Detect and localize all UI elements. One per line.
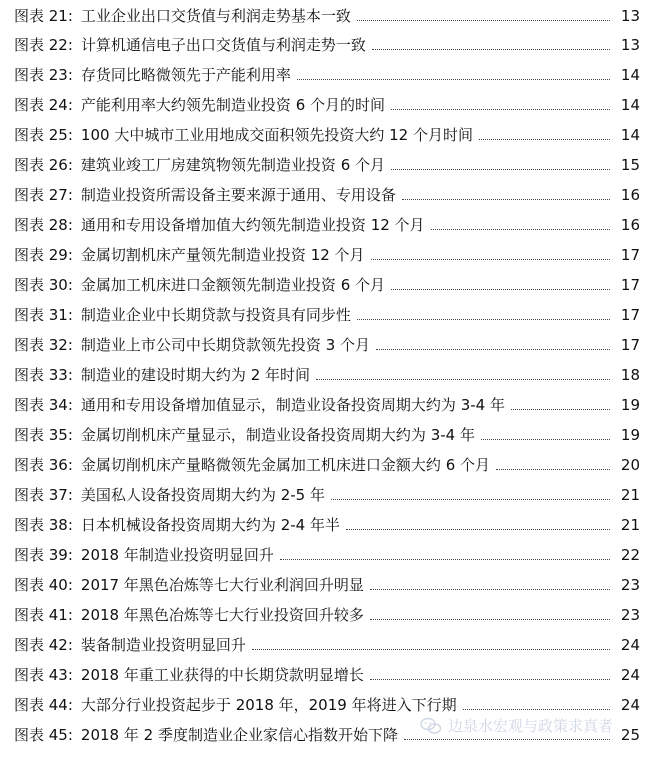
- figure-title: 产能利用率大约领先制造业投资 6 个月的时间: [80, 96, 386, 114]
- figure-title: 制造业投资所需设备主要来源于通用、专用设备: [80, 186, 396, 204]
- figure-title: 美国私人设备投资周期大约为 2-5 年: [80, 486, 325, 504]
- figure-title: 2017 年黑色冶炼等七大行业利润回升明显: [80, 576, 364, 594]
- dot-leader: [511, 408, 610, 410]
- toc-entry[interactable]: [0, 209, 648, 234]
- figure-title: 存货同比略微领先于产能利用率: [80, 66, 291, 84]
- toc-entry[interactable]: [0, 539, 648, 564]
- dot-leader: [463, 708, 610, 710]
- dot-leader: [479, 138, 610, 140]
- page-number: 22: [620, 546, 640, 564]
- toc-entry[interactable]: [0, 119, 648, 144]
- figure-title: 制造业企业中长期贷款与投资具有同步性: [80, 306, 351, 324]
- dot-leader: [372, 48, 610, 50]
- page-number: 17: [620, 276, 640, 294]
- toc-entry[interactable]: [0, 389, 648, 414]
- figure-title: 2018 年制造业投资明显回升: [80, 546, 274, 564]
- page-number: 21: [620, 516, 640, 534]
- figure-title: 金属切削机床产量略微领先金属加工机床进口金额大约 6 个月: [80, 456, 491, 474]
- figure-number: 图表 38:: [14, 516, 73, 534]
- toc-entry[interactable]: [0, 329, 648, 354]
- figure-number: 图表 39:: [14, 546, 73, 564]
- dot-leader: [370, 678, 610, 680]
- figure-number: 图表 27:: [14, 186, 73, 204]
- page-number: 14: [620, 126, 640, 144]
- dot-leader: [391, 288, 610, 290]
- figure-number: 图表 30:: [14, 276, 73, 294]
- dot-leader: [376, 348, 610, 350]
- toc-entry[interactable]: [0, 269, 648, 294]
- figure-title: 通用和专用设备增加值大约领先制造业投资 12 个月: [80, 216, 425, 234]
- page-number: 17: [620, 306, 640, 324]
- figure-number: 图表 43:: [14, 666, 73, 684]
- figure-number: 图表 37:: [14, 486, 73, 504]
- toc-entry[interactable]: [0, 719, 648, 744]
- dot-leader: [371, 258, 610, 260]
- dot-leader: [404, 738, 610, 740]
- page-number: 16: [620, 216, 640, 234]
- dot-leader: [331, 498, 610, 500]
- page-number: 17: [620, 336, 640, 354]
- figure-number: 图表 45:: [14, 726, 73, 744]
- figure-number: 图表 28:: [14, 216, 73, 234]
- page-number: 19: [620, 396, 640, 414]
- page-number: 18: [620, 366, 640, 384]
- page-number: 23: [620, 606, 640, 624]
- dot-leader: [370, 618, 610, 620]
- toc-entry[interactable]: [0, 359, 648, 384]
- figure-number: 图表 41:: [14, 606, 73, 624]
- toc-entry[interactable]: [0, 89, 648, 114]
- page-number: 13: [620, 7, 640, 25]
- dot-leader: [391, 108, 610, 110]
- figure-title: 2018 年 2 季度制造业企业家信心指数开始下降: [80, 726, 398, 744]
- figure-number: 图表 44:: [14, 696, 73, 714]
- figure-title: 2018 年黑色冶炼等七大行业投资回升较多: [80, 606, 364, 624]
- figure-number: 图表 24:: [14, 96, 73, 114]
- figure-title: 工业企业出口交货值与利润走势基本一致: [80, 7, 351, 25]
- page-number: 16: [620, 186, 640, 204]
- dot-leader: [481, 438, 610, 440]
- dot-leader: [370, 588, 610, 590]
- figure-title: 100 大中城市工业用地成交面积领先投资大约 12 个月时间: [80, 126, 473, 144]
- toc-entry[interactable]: [0, 419, 648, 444]
- page-number: 14: [620, 66, 640, 84]
- figure-number: 图表 23:: [14, 66, 73, 84]
- toc-entry[interactable]: [0, 449, 648, 474]
- dot-leader: [496, 468, 610, 470]
- figure-title: 计算机通信电子出口交货值与利润走势一致: [80, 36, 366, 54]
- figure-title: 建筑业竣工厂房建筑物领先制造业投资 6 个月: [80, 156, 386, 174]
- figure-number: 图表 22:: [14, 36, 73, 54]
- page-number: 24: [620, 666, 640, 684]
- dot-leader: [431, 228, 610, 230]
- toc-entry[interactable]: [0, 659, 648, 684]
- figure-title: 金属切削机床产量显示，制造业设备投资周期大约为 3-4 年: [80, 426, 475, 444]
- page-number: 17: [620, 246, 640, 264]
- toc-entry[interactable]: [0, 689, 648, 714]
- toc-entry[interactable]: [0, 629, 648, 654]
- toc-entry[interactable]: [0, 179, 648, 204]
- figure-number: 图表 26:: [14, 156, 73, 174]
- dot-leader: [357, 318, 610, 320]
- toc-entry[interactable]: [0, 509, 648, 534]
- page-number: 13: [620, 36, 640, 54]
- toc-entry[interactable]: [0, 569, 648, 594]
- page-number: 15: [620, 156, 640, 174]
- figure-number: 图表 34:: [14, 396, 73, 414]
- figure-number: 图表 31:: [14, 306, 73, 324]
- toc-entry[interactable]: [0, 59, 648, 84]
- figure-title: 金属切割机床产量领先制造业投资 12 个月: [80, 246, 365, 264]
- figure-title: 2018 年重工业获得的中长期贷款明显增长: [80, 666, 364, 684]
- dot-leader: [391, 168, 610, 170]
- page-number: 24: [620, 636, 640, 654]
- page-number: 14: [620, 96, 640, 114]
- figure-title: 大部分行业投资起步于 2018 年，2019 年将进入下行期: [80, 696, 457, 714]
- toc-entry[interactable]: [0, 239, 648, 264]
- figure-number: 图表 33:: [14, 366, 73, 384]
- page-number: 21: [620, 486, 640, 504]
- toc-entry[interactable]: [0, 29, 648, 54]
- page-number: 25: [620, 726, 640, 744]
- figure-title: 日本机械设备投资周期大约为 2-4 年半: [80, 516, 340, 534]
- figure-title: 装备制造业投资明显回升: [80, 636, 246, 654]
- figure-number: 图表 25:: [14, 126, 73, 144]
- figure-number: 图表 42:: [14, 636, 73, 654]
- figure-number: 图表 40:: [14, 576, 73, 594]
- dot-leader: [346, 528, 610, 530]
- figure-number: 图表 21:: [14, 7, 73, 25]
- toc-entry[interactable]: [0, 599, 648, 624]
- toc-entry[interactable]: [0, 299, 648, 324]
- page-number: 20: [620, 456, 640, 474]
- toc-entry[interactable]: [0, 0, 648, 25]
- dot-leader: [280, 558, 610, 560]
- figure-number: 图表 36:: [14, 456, 73, 474]
- watermark-text: 边泉水宏观与政策求真者: [448, 717, 614, 735]
- figure-number: 图表 35:: [14, 426, 73, 444]
- page-number: 19: [620, 426, 640, 444]
- figure-title: 金属加工机床进口金额领先制造业投资 6 个月: [80, 276, 386, 294]
- dot-leader: [357, 19, 610, 21]
- figure-number: 图表 29:: [14, 246, 73, 264]
- figure-title: 制造业的建设时期大约为 2 年时间: [80, 366, 311, 384]
- dot-leader: [252, 648, 610, 650]
- toc-entry[interactable]: [0, 479, 648, 504]
- toc-entry[interactable]: [0, 149, 648, 174]
- figure-title: 通用和专用设备增加值显示，制造业设备投资周期大约为 3-4 年: [80, 396, 505, 414]
- dot-leader: [316, 378, 610, 380]
- figure-title: 制造业上市公司中长期贷款领先投资 3 个月: [80, 336, 371, 354]
- page-number: 24: [620, 696, 640, 714]
- page-number: 23: [620, 576, 640, 594]
- figure-number: 图表 32:: [14, 336, 73, 354]
- dot-leader: [402, 198, 610, 200]
- dot-leader: [297, 78, 610, 80]
